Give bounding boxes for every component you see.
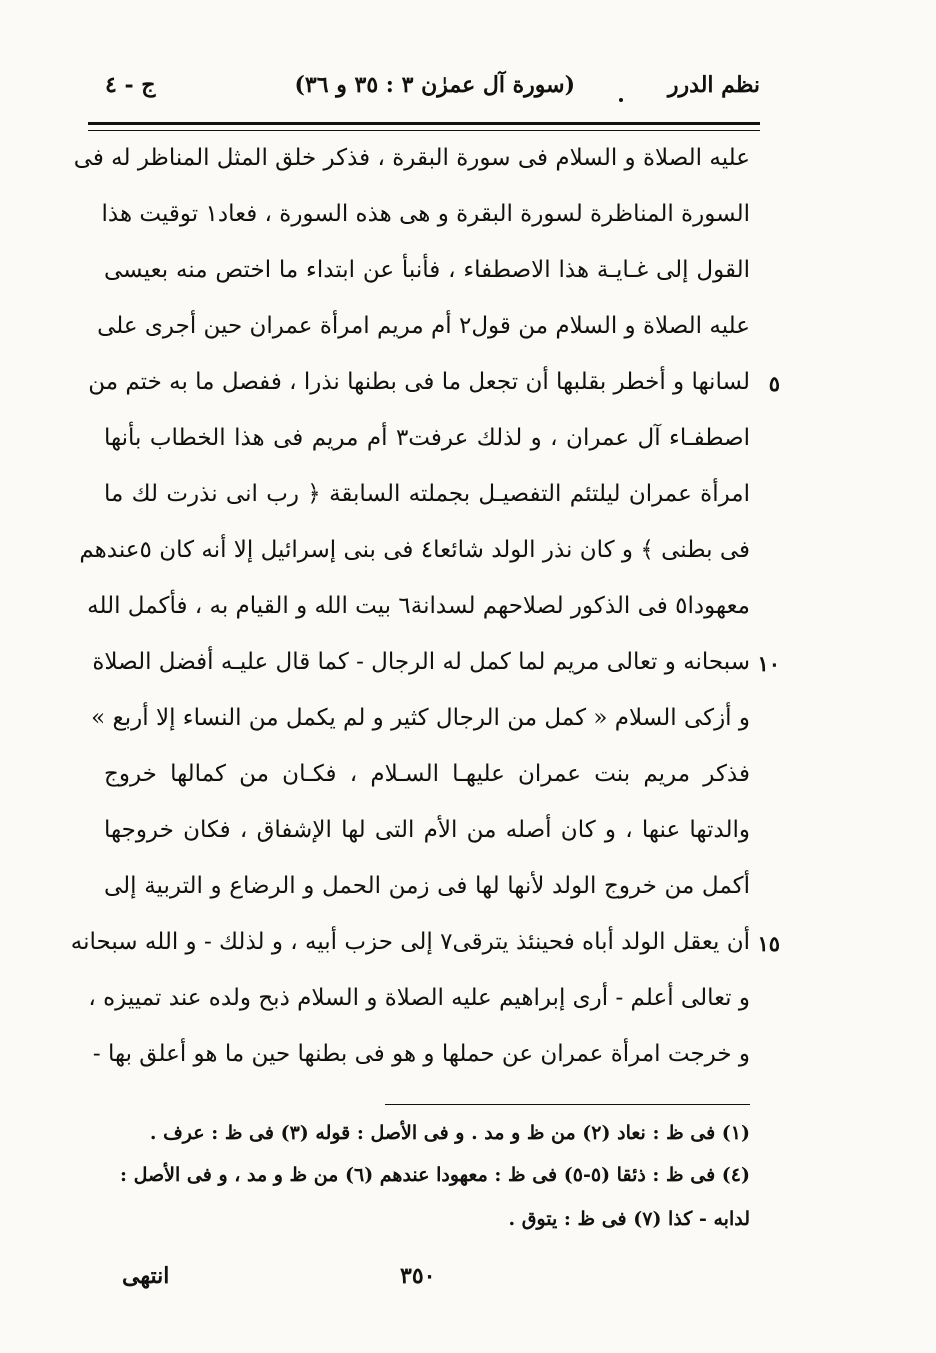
body-line: اصطفـاء آل عمران ، و لذلك عرفت٣ أم مريم فى هذا الخطاب بأنها	[104, 425, 750, 451]
book-title: نظم الدرر	[667, 72, 760, 98]
body-line: أكمل من خروج الولد لأنها لها فى زمن الحمل و الرضاع و التربية إلى	[104, 873, 750, 899]
header-rule-thin	[88, 130, 760, 131]
body-line: امرأة عمران ليلتئم التفصيـل بجملته السابقة ﴿ رب انى نذرت لك ما	[104, 481, 750, 507]
body-line: و تعالى أعلم - أرى إبراهيم عليه الصلاة و السلام ذبح ولده عند تمييزه ،	[88, 985, 750, 1011]
line-number-5: ٥	[768, 371, 780, 396]
body-line: و أزكى السلام « كمل من الرجال كثير و لم يكمل من النساء إلا أربع »	[91, 705, 750, 731]
body-line: عليه الصلاة و السلام من قول٢ أم مريم امرأة عمران حين أجرى على	[97, 313, 750, 339]
body-line: القول إلى غـايـة هذا الاصطفاء ، فأنبأ عن ابتداء ما اختص منه بعيسى	[104, 257, 750, 283]
body-line: لسانها و أخطر بقلبها أن تجعل ما فى بطنها نذرا ، ففصل ما به ختم من	[88, 369, 750, 395]
footnote-line: (١) فى ظ : نعاد (٢) من ظ و مد . و فى الأصل : قوله (٣) فى ظ : عرف .	[149, 1122, 750, 1144]
body-line: و خرجت امرأة عمران عن حملها و هو فى بطنها حين ما هو أعلق بها -	[92, 1041, 750, 1067]
footnote-rule	[385, 1104, 750, 1105]
body-line: معهودا٥ فى الذكور لصلاحهم لسدانة٦ بيت الله و القيام به ، فأكمل الله	[87, 593, 750, 619]
footnote-line: لدابه - كذا (٧) فى ظ : يتوق .	[508, 1208, 750, 1230]
body-line: فذكر مريم بنت عمران عليهـا السـلام ، فكـان من كمالها خروج	[104, 761, 750, 787]
body-line: والدتها عنها ، و كان أصله من الأم التى لها الإشفاق ، فكان خروجها	[104, 817, 750, 843]
header-dot	[619, 98, 623, 102]
footnote-line: (٤) فى ظ : ذئقا (٥-٥) فى ظ : معهودا عندهم (٦) من ظ و مد ، و فى الأصل :	[120, 1164, 750, 1186]
line-number-15: ١٥	[757, 931, 780, 956]
body-line: السورة المناظرة لسورة البقرة و هى هذه السورة ، فعاد١ توقيت هذا	[101, 201, 750, 227]
body-line: عليه الصلاة و السلام فى سورة البقرة ، فذكر خلق المثل المناظر له فى	[73, 145, 750, 171]
body-line: أن يعقل الولد أباه فحينئذ يترقى٧ إلى حزب أبيه ، و لذلك - و الله سبحانه	[70, 929, 750, 955]
surah-reference: (سورة آل عمرٰن ٣ : ٣٥ و ٣٦)	[294, 72, 575, 98]
page-number: ٣٥٠	[400, 1263, 436, 1289]
body-line: سبحانه و تعالى مريم لما كمل له الرجال - كما قال عليـه أفضل الصلاة	[92, 649, 750, 675]
end-mark: انتهى	[122, 1263, 170, 1289]
volume-label: ج - ٤	[105, 72, 156, 98]
header-rule-thick	[88, 122, 760, 125]
line-number-10: ١٠	[757, 651, 780, 676]
running-header	[95, 62, 760, 112]
body-line: فى بطنى ﴾ و كان نذر الولد شائعا٤ فى بنى إسرائيل إلا أنه كان ٥عندهم	[79, 537, 750, 563]
